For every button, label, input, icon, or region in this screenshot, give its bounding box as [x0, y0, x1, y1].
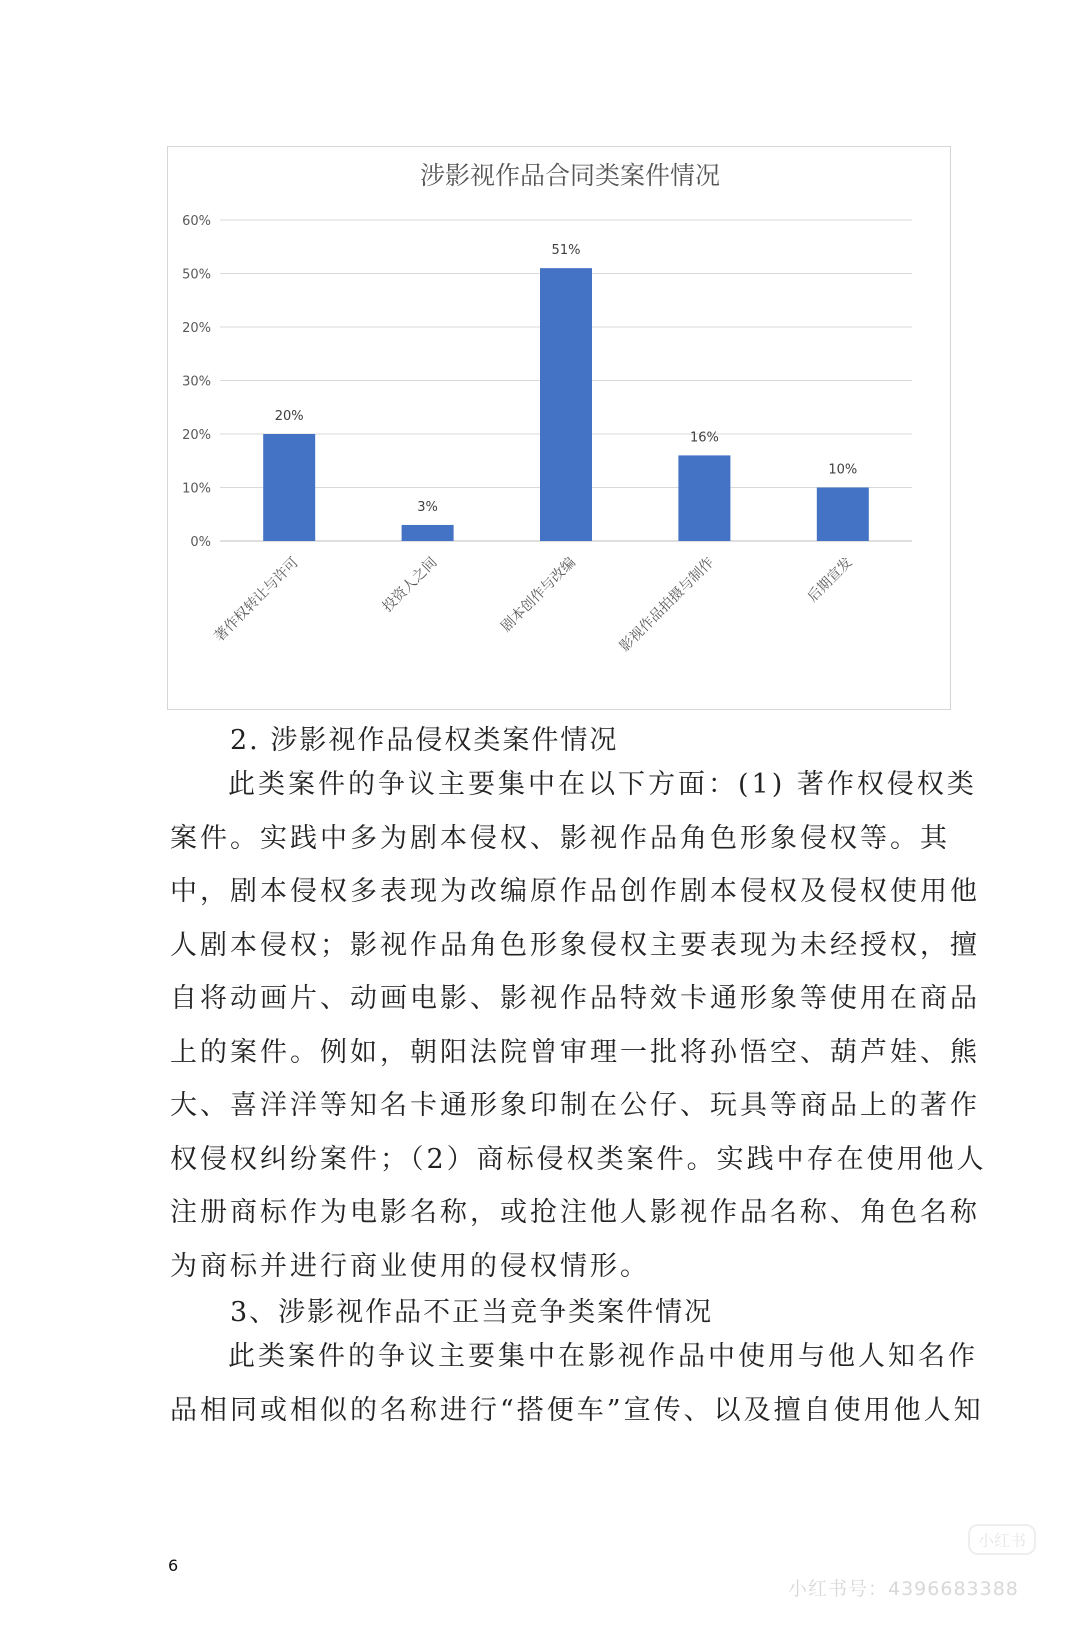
- bar: [540, 268, 592, 541]
- bar: [678, 455, 730, 541]
- paragraph-infringement-text: 此类案件的争议主要集中在以下方面：(1) 著作权侵权类案件。实践中多为剧本侵权、影视作品角色形象侵权等。其中，剧本侵权多表现为改编原作品创作剧本侵权及侵权使用他人剧本侵权；影视作品角色形象侵权主要表现为未经授权，擅自将动画片、动画电影、影视作品特效卡通形象等使用在商品上的案件。例如，朝阳法院曾审理一批将孙悟空、葫芦娃、熊大、喜洋洋等知名卡通形象印制在公仔、玩具等商品上的著作权侵权纠纷案件；（2）商标侵权类案件。实践中存在使用他人注册商标作为电影名称，或抢注他人影视作品名称、角色名称为商标并进行商业使用的侵权情形。: [170, 769, 987, 1282]
- section-heading-2: 2. 涉影视作品侵权类案件情况: [230, 725, 619, 756]
- bar-chart: [167, 146, 951, 710]
- paragraph-infringement: [170, 758, 1000, 1293]
- watermark-text: 小红书号：4396683388: [788, 1578, 1019, 1600]
- bar: [263, 434, 315, 541]
- data-label: 10%: [828, 462, 858, 478]
- y-tick-label: 30%: [182, 374, 211, 390]
- y-tick-label: 50%: [182, 267, 211, 283]
- data-label: 20%: [274, 409, 304, 424]
- chart-title: 涉影视作品合同类案件情况: [419, 161, 721, 190]
- watermark-logo: 小红书: [968, 1524, 1036, 1555]
- x-category-label: 后期宣发: [804, 554, 856, 606]
- data-label: 3%: [417, 499, 438, 515]
- x-category-label: 著作权转让与许可: [211, 554, 303, 646]
- bar: [817, 488, 869, 542]
- bar: [402, 525, 454, 541]
- data-label: 51%: [551, 243, 581, 259]
- paragraph-unfair-competition-text: 此类案件的争议主要集中在影视作品中使用与他人知名作品相同或相似的名称进行“搭便车”宣传、以及擅自使用他人知: [170, 1341, 984, 1426]
- y-tick-label: 20%: [182, 321, 211, 336]
- y-tick-label: 10%: [182, 481, 211, 497]
- x-category-label: 剧本创作与改编: [498, 554, 579, 636]
- y-tick-label: 60%: [182, 214, 211, 229]
- paragraph-unfair-competition: [170, 1330, 1000, 1437]
- y-tick-label: 20%: [182, 428, 211, 443]
- y-tick-label: 0%: [190, 535, 211, 550]
- chart-canvas: [168, 147, 952, 711]
- data-label: 16%: [689, 430, 719, 446]
- section-heading-3: 3、涉影视作品不正当竞争类案件情况: [230, 1297, 714, 1328]
- x-category-label: 投资人之间: [379, 554, 441, 616]
- x-category-label: 影视作品拍摄与制作: [616, 554, 718, 655]
- page-number: 6: [168, 1556, 179, 1575]
